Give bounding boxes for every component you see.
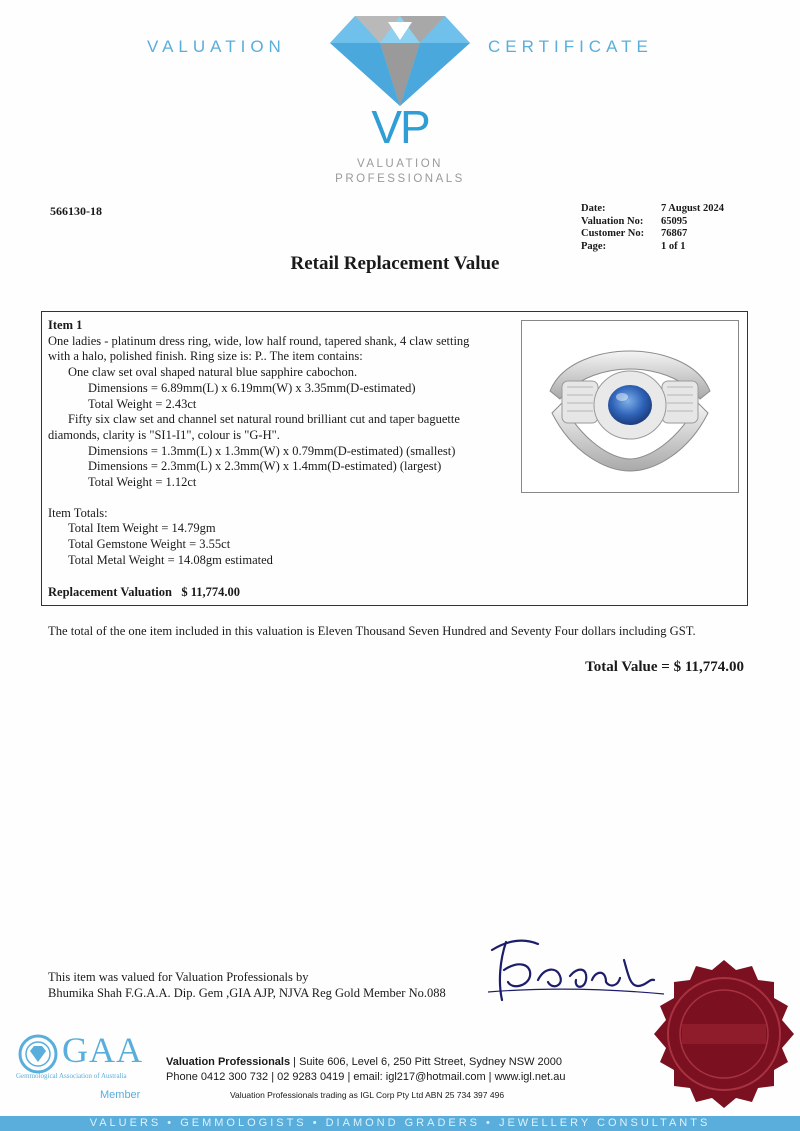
logo-sub-valuation: VALUATION	[357, 158, 443, 170]
meta-values	[661, 203, 724, 253]
stone1-dimensions: Dimensions = 6.89mm(L) x 6.19mm(W) x 3.35mm(D-estimated)	[88, 380, 416, 395]
footer-band: VALUERS • GEMMOLOGISTS • DIAMOND GRADERS • JEWELLERY CONSULTANTS	[0, 1116, 800, 1131]
logo-sub-professionals: PROFESSIONALS	[335, 173, 465, 185]
ring-photo	[521, 320, 739, 493]
meta-label-date: Date:	[581, 203, 606, 214]
meta-value-customer-no: 76867	[661, 228, 688, 239]
meta-label-page: Page:	[581, 240, 607, 252]
gaa-emblem-icon	[18, 1034, 58, 1074]
valuer-statement	[48, 970, 446, 1001]
valuer-line1: This item was valued for Valuation Professionals by	[48, 970, 309, 984]
signature-icon	[478, 930, 668, 1010]
gaa-member: Member	[100, 1089, 141, 1101]
diamond-logo-icon	[310, 8, 490, 108]
total-metal-weight: Total Metal Weight = 14.08gm estimated	[68, 552, 273, 567]
contact-address: | Suite 606, Level 6, 250 Pitt Street, Sydney NSW 2000	[290, 1056, 562, 1068]
reference-number: 566130-18	[50, 204, 102, 218]
gaa-letters: GAA	[62, 1030, 143, 1070]
header-left-word: VALUATION	[147, 37, 286, 56]
replacement-valuation-label: Replacement Valuation	[48, 585, 172, 599]
replacement-valuation-value: $ 11,774.00	[181, 585, 241, 599]
item-desc-line1: One ladies - platinum dress ring, wide, low half round, tapered shank, 4 claw setting	[48, 333, 470, 348]
contact-address-line	[166, 1056, 562, 1068]
contact-company: Valuation Professionals	[166, 1056, 291, 1068]
item-desc-line2: with a halo, polished finish. Ring size is: P.. The item contains:	[48, 349, 363, 364]
meta-value-date: 7 August 2024	[661, 203, 725, 214]
stone2-line1: Fifty six claw set and channel set natural round brilliant cut and taper baguette	[68, 412, 460, 427]
total-item-weight: Total Item Weight = 14.79gm	[68, 521, 216, 536]
wax-seal-icon	[648, 958, 800, 1110]
meta-value-valuation-no: 65095	[661, 215, 688, 227]
stone1-line: One claw set oval shaped natural blue sapphire cabochon.	[68, 365, 358, 380]
total-value: Total Value = $ 11,774.00	[585, 659, 744, 675]
total-gemstone-weight: Total Gemstone Weight = 3.55ct	[68, 537, 231, 552]
vp-logo-letters: VP	[371, 101, 429, 153]
meta-value-page: 1 of 1	[661, 240, 686, 252]
document-title: Retail Replacement Value	[290, 253, 500, 274]
meta-labels	[581, 203, 644, 253]
gaa-caption: Gemmological Association of Australia	[16, 1072, 127, 1080]
meta-label-valuation-no: Valuation No:	[581, 215, 644, 227]
stone2-weight: Total Weight = 1.12ct	[88, 475, 197, 490]
replacement-valuation	[48, 585, 240, 600]
contact-phone-line: Phone 0412 300 732 | 02 9283 0419 | email: igl217@hotmail.com | www.igl.net.au	[166, 1071, 566, 1083]
ring-image-icon	[522, 321, 738, 492]
item-heading: Item 1	[48, 318, 83, 332]
stone1-weight: Total Weight = 2.43ct	[88, 396, 197, 411]
valuer-line2: Bhumika Shah F.G.A.A. Dip. Gem ,GIA AJP, NJVA Reg Gold Member No.088	[48, 985, 446, 1000]
stone2-line2: diamonds, clarity is "SI1-I1", colour is "G-H".	[48, 427, 280, 442]
meta-label-customer-no: Customer No:	[581, 228, 645, 239]
item-description	[48, 318, 518, 569]
header-right-word: CERTIFICATE	[488, 37, 653, 56]
summary-text: The total of the one item included in this valuation is Eleven Thousand Seven Hundred and Seventy Four dollars including GST.	[48, 624, 696, 638]
stone2-dimensions-largest: Dimensions = 2.3mm(L) x 2.3mm(W) x 1.4mm(D-estimated) (largest)	[88, 459, 442, 474]
contact-trading: Valuation Professionals trading as IGL Corp Pty Ltd ABN 25 734 397 496	[230, 1090, 505, 1100]
stone2-dimensions-smallest: Dimensions = 1.3mm(L) x 1.3mm(W) x 0.79mm(D-estimated) (smallest)	[88, 443, 456, 458]
item-totals-heading: Item Totals:	[48, 505, 108, 520]
